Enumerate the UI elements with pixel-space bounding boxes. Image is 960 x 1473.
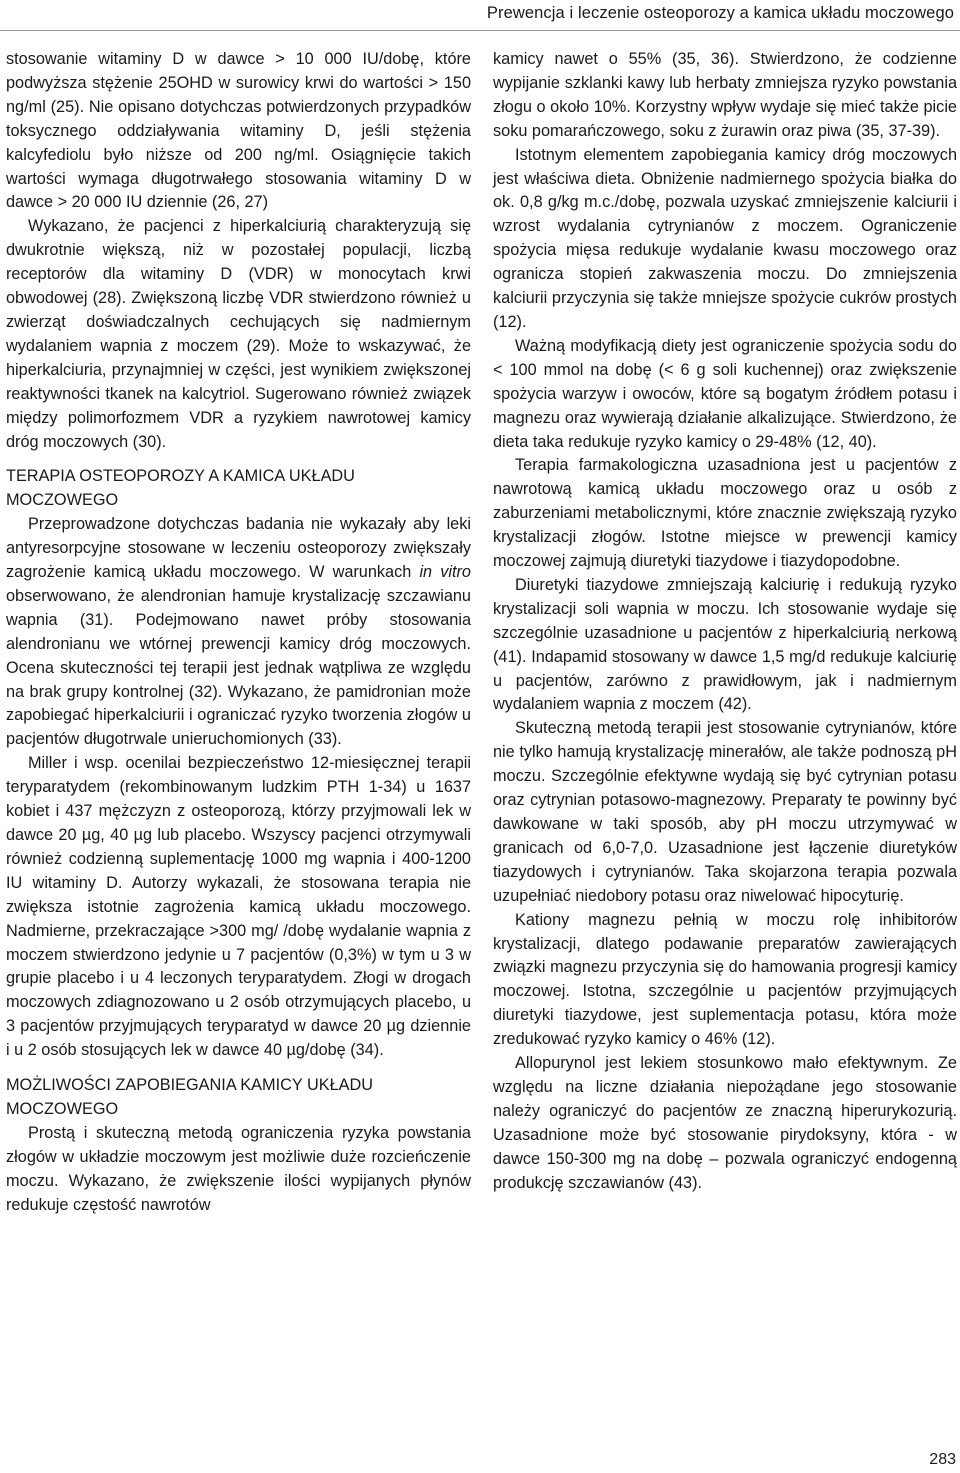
section-heading: TERAPIA OSTEOPOROZY A KAMICA UKŁADU MOCZOWEGO — [6, 467, 355, 510]
section-heading: MOŻLIWOŚCI ZAPOBIEGANIA KAMICY UKŁADU MOCZOWEGO — [6, 1076, 374, 1118]
paragraph: Kationy magnezu pełnią w moczu rolę inhibitorów krystalizacji, dlatego podawanie preparatów zawierających związki magnezu przyczynia się do hamowania progresji kamicy moczowej. Istotna, szczególnie u pacjentów przyjmujących diuretyki tiazydowe, jest suplementacja potasu, która może zredukować ryzyko kamicy o 46% (12). — [493, 910, 957, 1049]
running-header-title: Prewencja i leczenie osteoporozy a kamica układu moczowego — [486, 4, 954, 22]
italic-term: in vitro — [419, 563, 471, 582]
paragraph: Wykazano, że pacjenci z hiperkalciurią charakteryzują się dwukrotnie większą, niż w pozostałej populacji, liczbą receptorów dla witaminy D (VDR) w monocytach krwi obwodowej (28). Zwiększoną liczbę VDR stwierdzono również u zwierząt doświadczalnych cechujących się nadmiernym wydalaniem wapnia z moczem (29). Może to wskazywać, że hiperkalciuria, przynajmniej w części, jest wynikiem zwiększonej reaktywności tkanek na kalcytriol. Sugerowano również związek między polimorfozmem VDR a ryzykiem nawrotowej kamicy dróg moczowych (30). — [6, 217, 471, 451]
page-number: 283 — [929, 1451, 956, 1468]
paragraph: Prostą i skuteczną metodą ograniczenia ryzyka powstania złogów w układzie moczowym jest możliwie duże rozcieńczenie moczu. Wykazano, że zwiększenie ilości wypijanych płynów redukuje częstość nawrotów — [6, 1123, 471, 1214]
paragraph: Diuretyki tiazydowe zmniejszają kalciurię i redukują ryzyko krystalizacji soli wapnia w moczu. Ich stosowanie wydaje się szczególnie uzasadnione u pacjentów z hiperkalciurią nerkową (41). Indapamid stosowany w dawce 1,5 mg/d redukuje kalciurię u pacjentów, zarówno z prawidłowym, jak i nadmiernym wydalaniem wapnia z moczem (42). — [493, 575, 957, 714]
left-column — [6, 48, 471, 1218]
paragraph: Miller i wsp. ocenilai bezpieczeństwo 12-miesięcznej terapii teryparatydem (rekombinowanym ludzkim PTH 1-34) u 1637 kobiet i 437 mężczyzn z osteoporozą, którzy przyjmowali lek w dawce 20 µg, 40 µg lub placebo. Wszyscy pacjenci otrzymywali również codzienną suplementację 1000 mg wapnia i 400-1200 IU witaminy D. Autorzy wykazali, że stosowana terapia nie zwiększa istotnie zagrożenia kamicą układu moczowego. Nadmierne, przekraczające >300 mg/ /dobę wydalanie wapnia z moczem stwierdzono jedynie u 7 pacjentów (0,3%) w tym u 3 w grupie placebo i u 4 leczonych teryparatydem. Złogi w drogach moczowych zdiagnozowano u 2 osób otrzymujących placebo, u 3 pacjentów przyjmujących teryparatyd w dawce 20 µg dziennie i u 2 osób stosujących lek w dawce 40 µg/dobę (34). — [6, 754, 471, 1060]
paragraph: Skuteczną metodą terapii jest stosowanie cytrynianów, które nie tylko hamują krystalizację minerałów, ale także podnoszą pH moczu. Szczególnie efektywne wydają się być cytrynian potasu oraz cytrynian potasowo-magnezowy. Preparaty te powinny być dawkowane w taki sposób, aby pH moczu utrzymywać w granicach od 6,0-7,0. Uzasadnione jest łączenie diuretyków tiazydowych i cytrynianów. Taka skojarzona terapia pozwala uzupełniać niedobory potasu oraz niwelować hipocyturię. — [493, 719, 957, 905]
text-run: Przeprowadzone dotychczas badania nie wykazały aby leki antyresorpcyjne stosowane w leczeniu osteoporozy zwiększały zagrożenie kamicą układu moczowego. W warunkach — [6, 515, 471, 582]
paragraph: Istotnym elementem zapobiegania kamicy dróg moczowych jest właściwa dieta. Obniżenie nadmiernego spożycia białka do ok. 0,8 g/kg m.c./dobę, pozwala uzyskać zmniejszenie kalciurii i wzrost wydalania cytrynianów z moczem. Ograniczenie spożycia mięsa redukuje wydalanie kwasu moczowego oraz ogranicza stopień zakwaszenia moczu. Do zmniejszenia kalciurii przyczynia się także mniejsze spożycie cukrów prostych (12). — [493, 145, 957, 331]
paragraph: stosowanie witaminy D w dawce > 10 000 IU/dobę, które podwyższa stężenie 25OHD w surowicy krwi do wartości > 150 ng/ml (25). Nie opisano dotychczas potwierdzonych przypadków toksycznego oddziaływania witaminy D, jeśli stężenia kalcyfediolu było niższe od 200 ng/ml. Osiągnięcie takich wartości wymaga długotrwałego stosowania witaminy D w dawce > 20 000 IU dziennie (26, 27) — [6, 50, 471, 212]
paragraph: Allopurynol jest lekiem stosunkowo mało efektywnym. Ze względu na liczne działania niepożądane jego stosowanie należy ograniczyć do pacjentów ze znaczną hiperurykozurią. Uzasadnione może być stosowanie pirydoksyny, która - w dawce 150-300 mg na dobę – pozwala ograniczyć endogenną produkcję szczawianów (43). — [493, 1054, 957, 1192]
right-column — [493, 48, 957, 1196]
header-divider — [0, 30, 960, 31]
paragraph: Ważną modyfikacją diety jest ograniczenie spożycia sodu do < 100 mmol na dobę (< 6 g soli kuchennej) oraz zwiększenie spożycia warzyw i owoców, które są bogatym źródłem potasu i magnezu oraz wywierają działanie alkalizujące. Stwierdzono, że dieta taka redukuje ryzyko kamicy o 29-48% (12, 40). — [493, 336, 957, 451]
paragraph — [6, 513, 471, 752]
paragraph: Terapia farmakologiczna uzasadniona jest u pacjentów z nawrotową kamicą układu moczowego oraz u osób z zaburzeniami metabolicznymi, które znacznie zwiększają ryzyko krystalizacji złogów. Istotne miejsce w prewencji kamicy moczowej zajmują diuretyki tiazydowe i tiazydopodobne. — [493, 456, 957, 571]
paragraph: kamicy nawet o 55% (35, 36). Stwierdzono, że codzienne wypijanie szklanki kawy lub herbaty zmniejsza ryzyko powstania złogu o około 10%. Korzystny wpływ wydaje się mieć także picie soku pomarańczowego, soku z żurawin oraz piwa (35, 37-39). — [493, 50, 957, 140]
text-run: obserwowano, że alendronian hamuje krystalizację szczawianu wapnia (31). Podejmowano nawet próby stosowania alendronianu we wtórnej prewencji kamicy dróg moczowych. Ocena skuteczności tej terapii jest jednak wątpliwa ze względu na brak grupy kontrolnej (32). Wykazano, że pamidronian może zapobiegać hiperkalciurii i ograniczać ryzyko tworzenia złogów u pacjentów długotrwale unieruchomionych (33). — [6, 586, 471, 749]
